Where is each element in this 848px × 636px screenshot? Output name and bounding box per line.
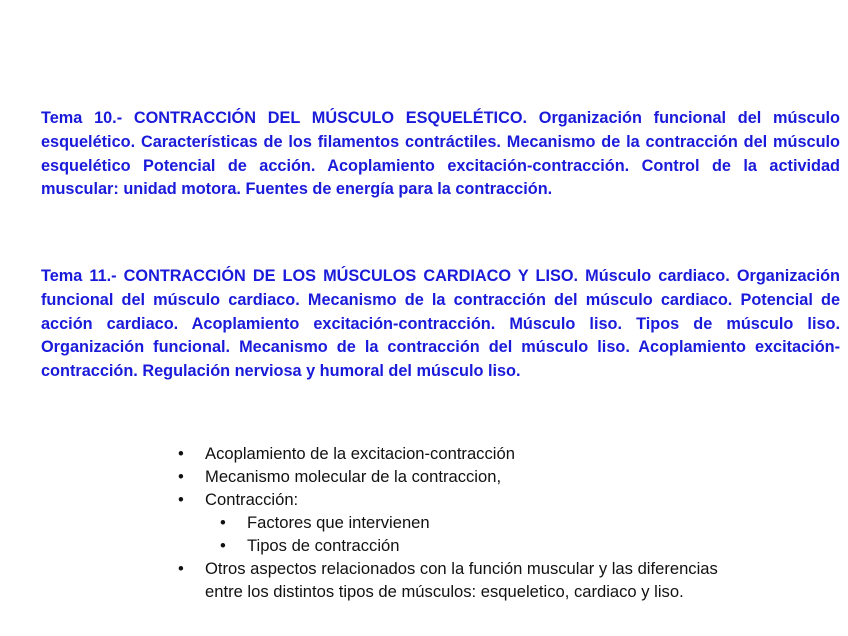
sub-list-item-text: Tipos de contracción — [247, 536, 400, 555]
sub-bullet-list — [205, 511, 738, 557]
list-item — [178, 465, 738, 488]
list-item-text: Mecanismo molecular de la contraccion, — [205, 467, 502, 486]
sub-list-item — [220, 511, 738, 534]
list-item — [178, 442, 738, 465]
list-item-text: Acoplamiento de la excitacion-contracción — [205, 444, 515, 463]
sub-list-item-text: Factores que intervienen — [247, 513, 430, 532]
list-item — [178, 488, 738, 557]
sub-list-item — [220, 534, 738, 557]
list-item — [178, 557, 738, 603]
list-item-text: Otros aspectos relacionados con la función muscular y las diferencias entre los distintos tipos de músculos: esqueletico, cardiaco y liso. — [205, 559, 718, 601]
topic-10-paragraph: Tema 10.- CONTRACCIÓN DEL MÚSCULO ESQUELÉTICO. Organización funcional del músculo esquelético. Características de los filamentos contráctiles. Mecanismo de la contracción del músculo esquelético Potencial de acción. Acoplamiento excitación-contracción. Control de la actividad muscular: unidad motora. Fuentes de energía para la contracción. — [41, 109, 840, 199]
bullet-list — [178, 442, 738, 603]
list-item-text: Contracción: — [205, 490, 299, 509]
topic-11-paragraph: Tema 11.- CONTRACCIÓN DE LOS MÚSCULOS CARDIACO Y LISO. Músculo cardiaco. Organización funcional del músculo cardiaco. Mecanismo de la contracción del músculo cardiaco. Potencial de acción cardiaco. Acoplamiento excitación-contracción. Músculo liso. Tipos de músculo liso. Organización funcional. Mecanismo de la contracción del músculo liso. Acoplamiento excitación-contracción. Regulación nerviosa y humoral del músculo liso. — [41, 267, 840, 381]
